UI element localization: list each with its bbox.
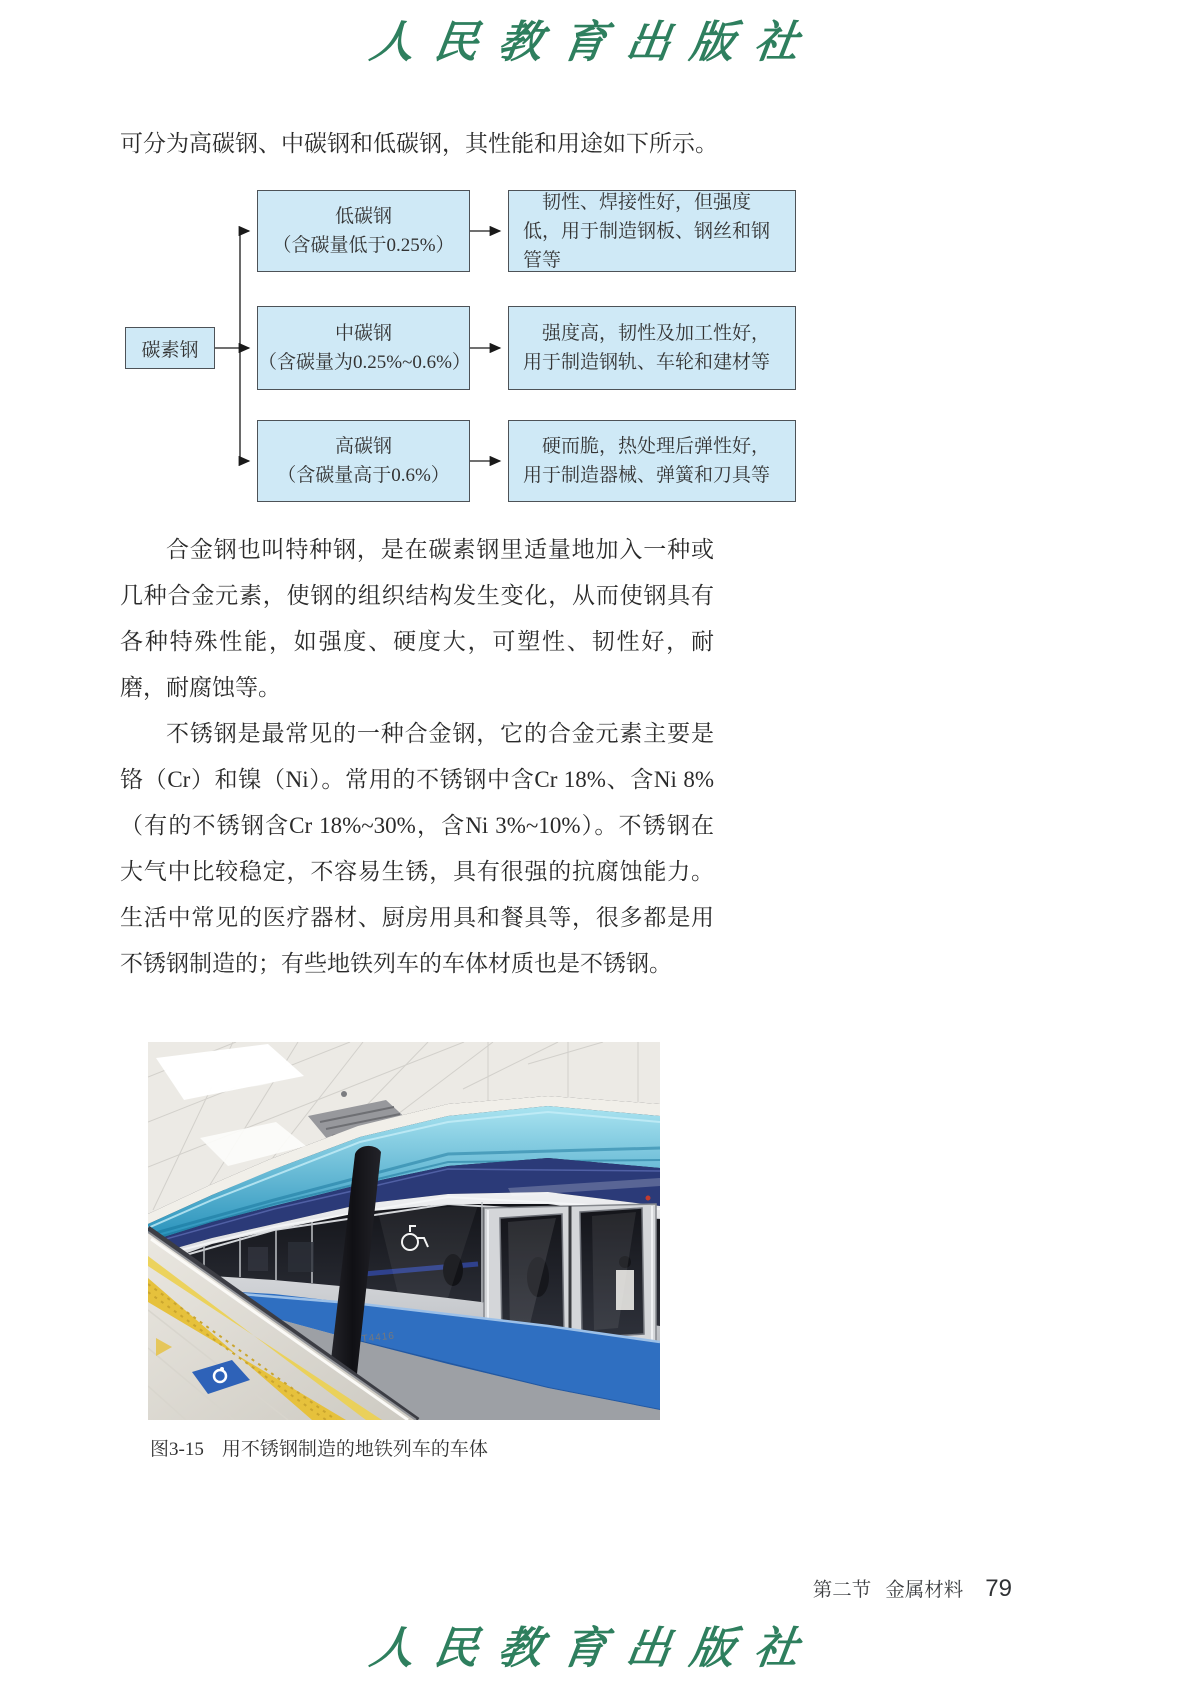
figure-caption (150, 1434, 710, 1461)
paragraph-stainless-steel: 不锈钢是最常见的一种合金钢，它的合金元素主要是铬（Cr）和镍（Ni）。常用的不锈钢中含Cr 18%、含Ni 8%（有的不锈钢含Cr 18%~30%，含Ni 3%~10%）。不锈钢在大气中比较稳定，不容易生锈，具有很强的抗腐蚀能力。生活中常见的医疗器材、厨房用具和餐具等，很多都是用不锈钢制造的；有些地铁列车的车体材质也是不锈钢。 (120, 721, 714, 976)
footer-section: 第二节 (812, 1580, 872, 1601)
page-footer (813, 1574, 1012, 1603)
publisher-logo-bottom: 人民教育出版社 (366, 1623, 822, 1674)
type-name: 中碳钢 (334, 323, 392, 344)
paragraph-alloy-steel: 合金钢也叫特种钢，是在碳素钢里适量地加入一种或几种合金元素，使钢的组织结构发生变化，从而使钢具有各种特殊性能，如强度、硬度大，可塑性、韧性好，耐磨，耐腐蚀等。 (120, 537, 714, 700)
figure-photo (148, 1042, 660, 1420)
desc-text: 强度高，韧性及加工性好，用于制造钢轨、车轮和建材等 (523, 323, 771, 373)
desc-text: 韧性、焊接性好，但强度低，用于制造钢板、钢丝和钢管等 (523, 191, 771, 271)
figure-caption-text: 用不锈钢制造的地铁列车的车体 (221, 1439, 488, 1460)
door-indicator-light (646, 1196, 651, 1201)
flowchart-desc-box-low-carbon (508, 190, 796, 272)
carbon-steel-flowchart (125, 185, 797, 507)
type-sub: （含碳量高于0.6%） (277, 465, 450, 486)
flowchart-root-box (125, 327, 215, 369)
flowchart-type-box-high-carbon (257, 420, 470, 502)
type-name: 高碳钢 (334, 436, 392, 457)
root-label: 碳素钢 (141, 339, 199, 361)
flowchart-desc-box-high-carbon (508, 420, 796, 502)
figure-caption-label: 图3-15 (150, 1439, 204, 1460)
subway-train-photo (148, 1042, 660, 1420)
flowchart-type-box-medium-carbon (257, 306, 470, 390)
train-number: T4416 (361, 1330, 396, 1345)
type-sub: （含碳量为0.25%~0.6%） (258, 352, 471, 373)
body-text (120, 527, 714, 987)
publisher-logo-top: 人民教育出版社 (366, 17, 822, 68)
flowchart-type-box-low-carbon (257, 190, 470, 272)
intro-text: 可分为高碳钢、中碳钢和低碳钢，其性能和用途如下所示。 (120, 131, 718, 156)
footer-chapter: 金属材料 (885, 1580, 964, 1601)
type-sub: （含碳量低于0.25%） (272, 235, 455, 256)
footer-page-number: 79 (985, 1575, 1012, 1602)
type-name: 低碳钢 (334, 206, 392, 227)
flowchart-desc-box-medium-carbon (508, 306, 796, 390)
desc-text: 硬而脆，热处理后弹性好，用于制造器械、弹簧和刀具等 (523, 436, 771, 486)
